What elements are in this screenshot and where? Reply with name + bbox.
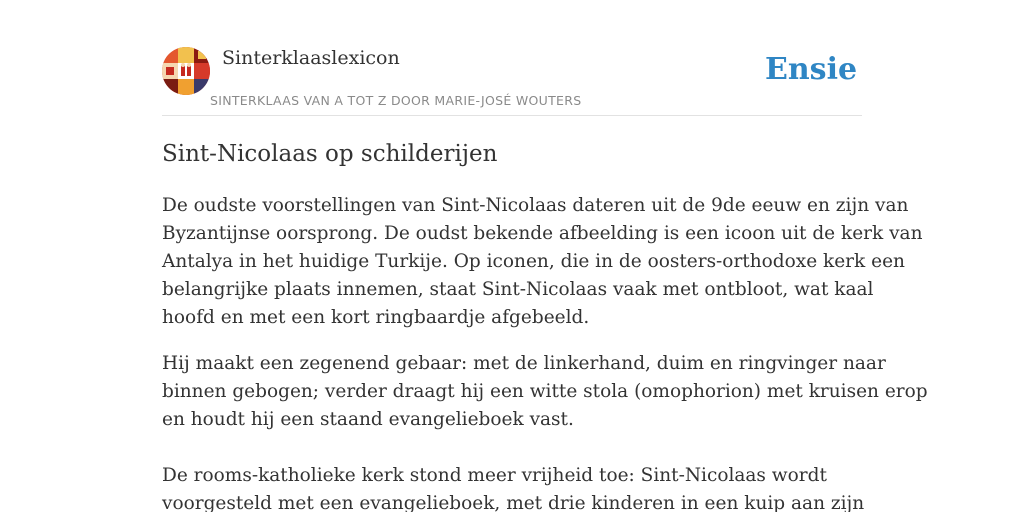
article-paragraph	[162, 350, 928, 434]
paragraph-line: binnen gebogen; verder draagt hij een witte stola (omophorion) met kruisen erop	[162, 381, 928, 402]
paragraph-line: hoofd en met een kort ringbaardje afgebeeld.	[162, 307, 590, 328]
ensie-logo[interactable]: Ensie	[765, 52, 858, 87]
paragraph-line: Antalya in het huidige Turkije. Op iconen, die in de oosters-orthodoxe kerk een	[162, 251, 905, 272]
paragraph-line: voorgesteld met een evangelieboek, met drie kinderen in een kuip aan zijn	[162, 493, 865, 512]
article-paragraph	[162, 462, 865, 512]
paragraph-line: en houdt hij een staand evangelieboek vast.	[162, 409, 574, 430]
header-divider	[162, 115, 862, 116]
sinterklaas-collage-icon	[162, 47, 210, 95]
site-title-link[interactable]: Sinterklaaslexicon	[222, 47, 400, 69]
avatar[interactable]	[162, 47, 210, 95]
site-subtitle: SINTERKLAAS VAN A TOT Z DOOR MARIE-JOSÉ WOUTERS	[210, 93, 582, 108]
article-title: Sint-Nicolaas op schilderijen	[162, 141, 498, 167]
paragraph-line: De rooms-katholieke kerk stond meer vrijheid toe: Sint-Nicolaas wordt	[162, 465, 827, 486]
article-body	[162, 192, 928, 512]
paragraph-line: De oudste voorstellingen van Sint-Nicolaas dateren uit de 9de eeuw en zijn van	[162, 195, 909, 216]
paragraph-line: belangrijke plaats innemen, staat Sint-Nicolaas vaak met ontbloot, wat kaal	[162, 279, 874, 300]
paragraph-line: Byzantijnse oorsprong. De oudst bekende afbeelding is een icoon uit de kerk van	[162, 223, 923, 244]
article-paragraph	[162, 192, 923, 332]
paragraph-line: Hij maakt een zegenend gebaar: met de linkerhand, duim en ringvinger naar	[162, 353, 886, 374]
